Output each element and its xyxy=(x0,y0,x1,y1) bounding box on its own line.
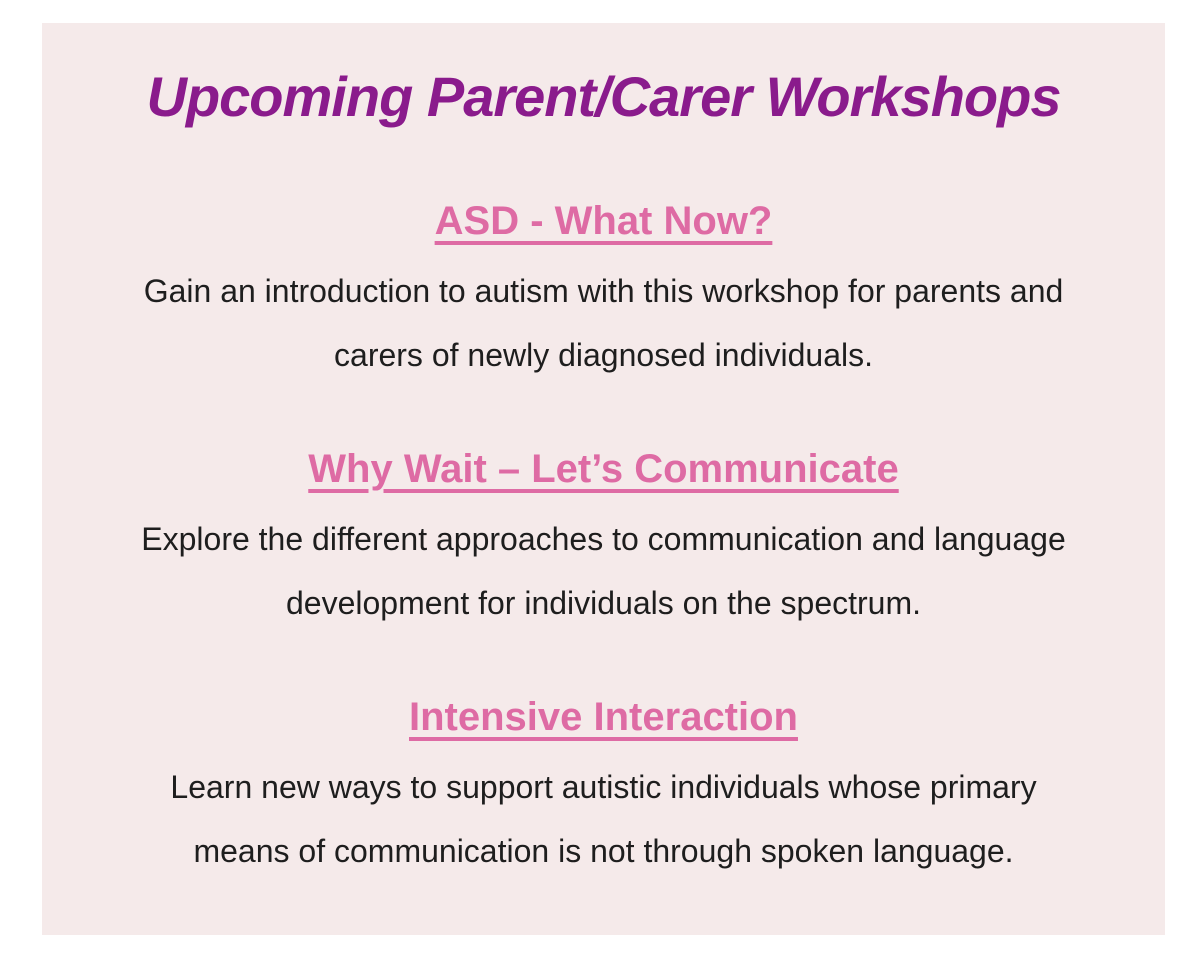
workshop-section-why-wait xyxy=(42,443,1165,635)
workshop-heading-link-asd-what-now[interactable]: ASD - What Now? xyxy=(434,199,773,243)
workshop-description-line: Gain an introduction to autism with this workshop for parents and xyxy=(143,273,1064,309)
workshop-description-line: carers of newly diagnosed individuals. xyxy=(334,337,873,373)
workshops-panel xyxy=(42,23,1165,935)
workshop-description-line: Learn new ways to support autistic individuals whose primary xyxy=(170,769,1037,805)
workshop-description-line: Explore the different approaches to communication and language xyxy=(141,521,1066,557)
workshop-description xyxy=(42,259,1165,387)
workshop-section-asd-what-now xyxy=(42,195,1165,387)
workshop-heading-link-intensive-interaction[interactable]: Intensive Interaction xyxy=(409,695,798,739)
workshop-heading-link-why-wait[interactable]: Why Wait – Let’s Communicate xyxy=(308,447,899,491)
workshop-description-line: development for individuals on the spectrum. xyxy=(285,585,921,621)
workshop-section-intensive-interaction xyxy=(42,691,1165,883)
workshop-description xyxy=(42,755,1165,883)
page-title: Upcoming Parent/Carer Workshops xyxy=(146,65,1061,128)
workshop-description xyxy=(42,507,1165,635)
workshop-description-line: means of communication is not through spoken language. xyxy=(193,833,1014,869)
